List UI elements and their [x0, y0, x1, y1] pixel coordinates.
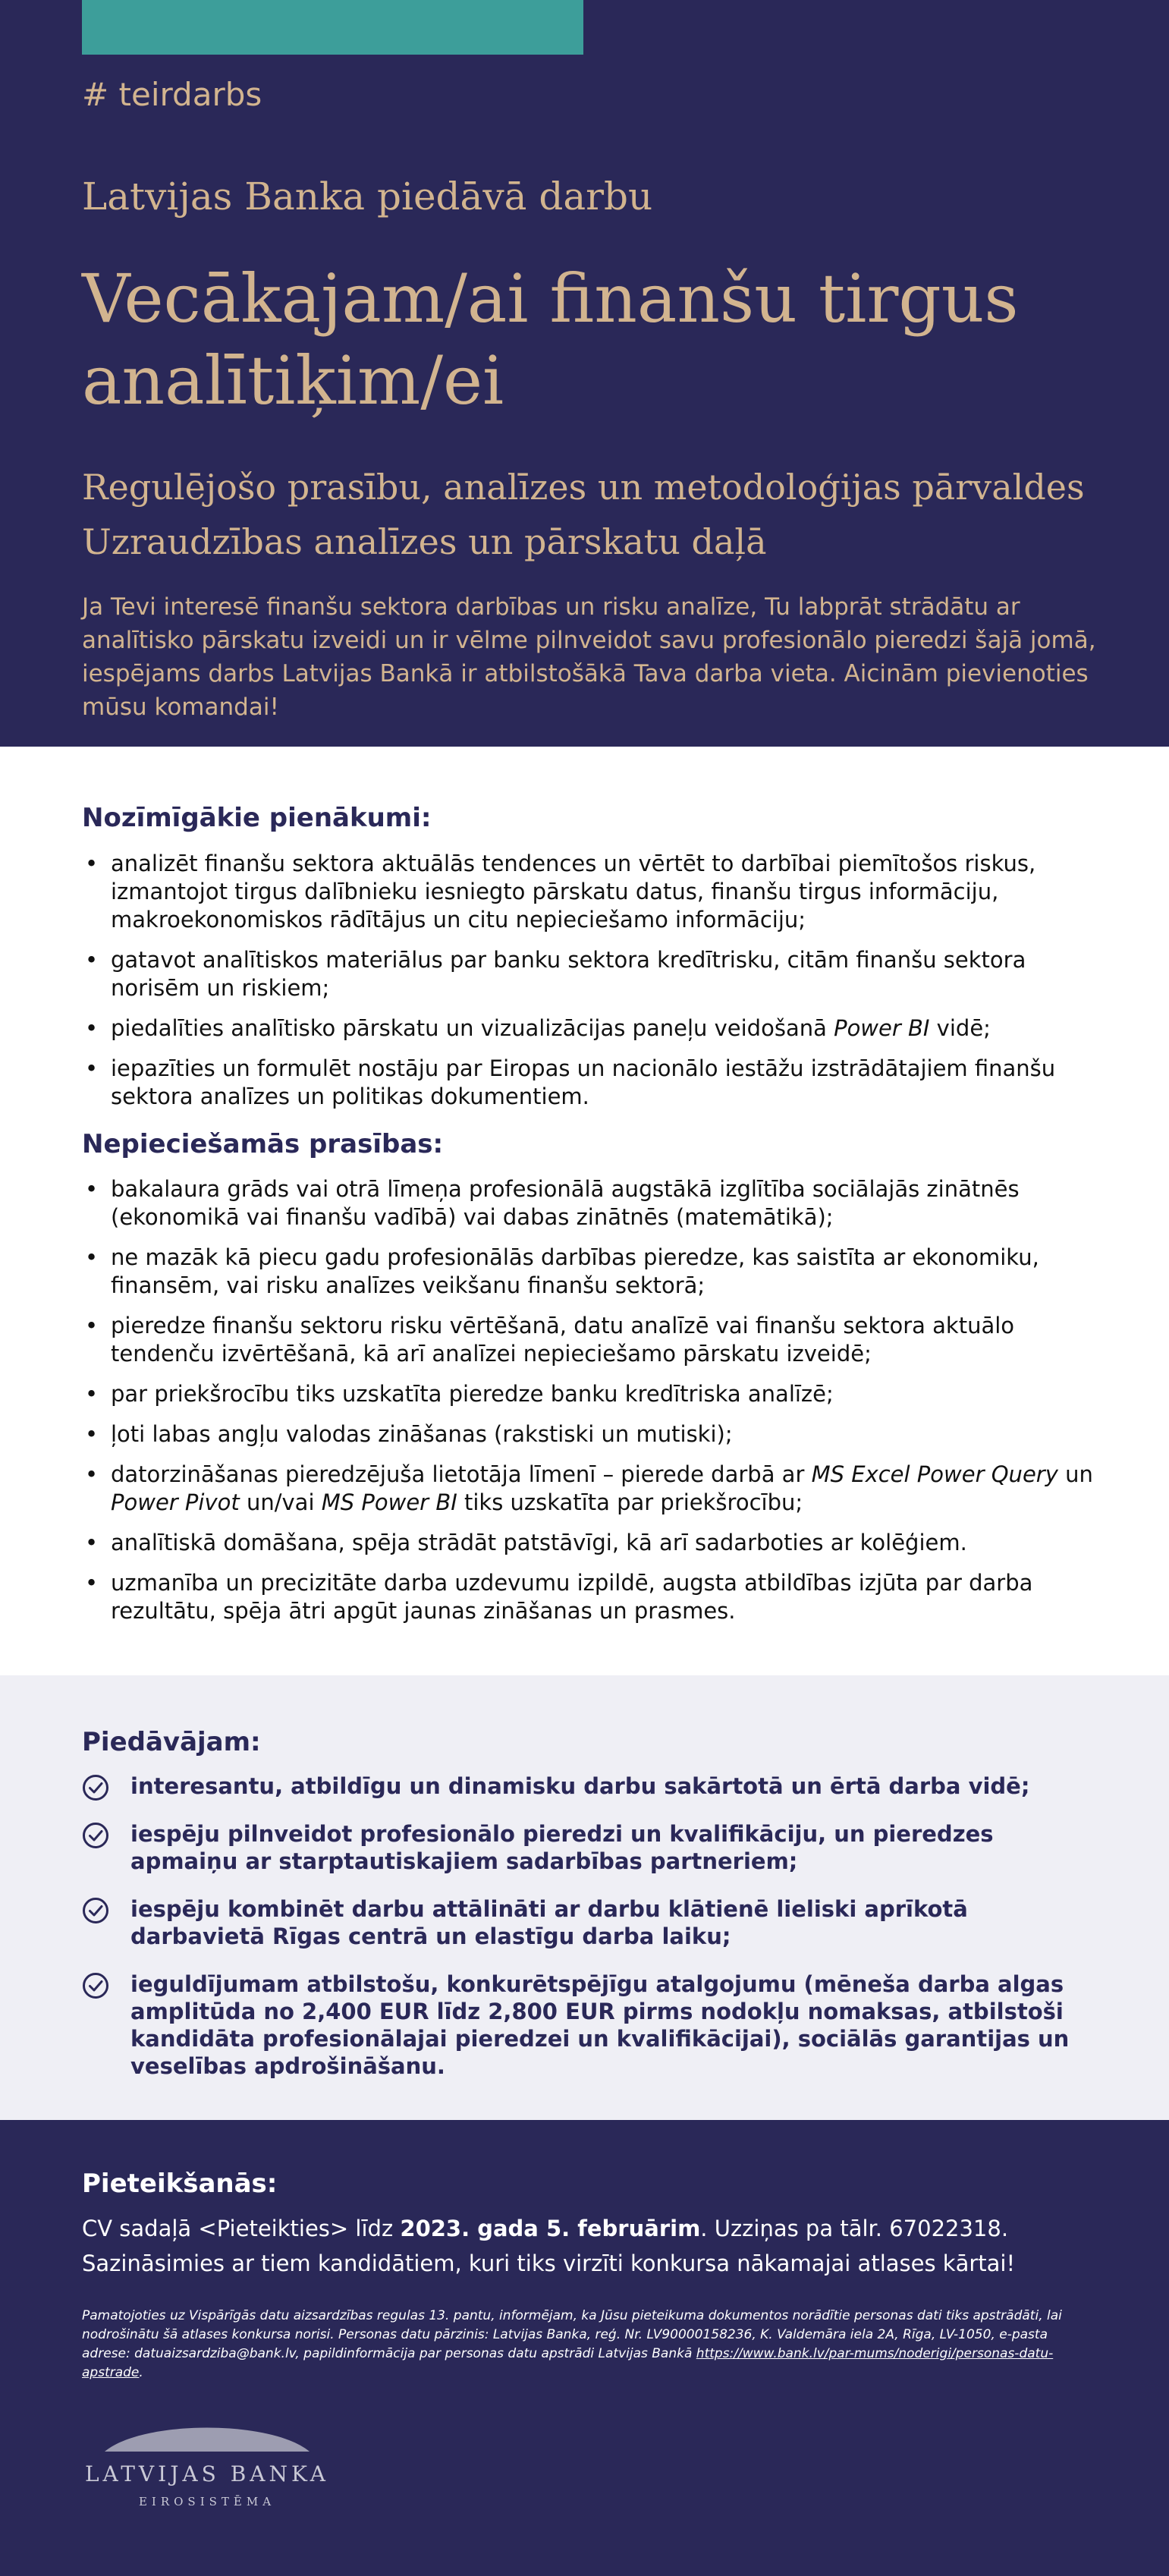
item-italic: MS Excel Power Query	[811, 1461, 1058, 1487]
offer-item	[82, 1971, 1098, 2080]
item-italic: Power BI	[834, 1015, 930, 1041]
check-circle-icon	[82, 1774, 109, 1801]
offer-item	[82, 1772, 1098, 1800]
legal-notice	[82, 2307, 1076, 2383]
list-item: • pieredze finanšu sektoru risku vērtēšanā, datu analīzē vai finanšu sektora aktuālo tendenču izvērtēšanā, kā arī analīzei nepieciešamo pārskatu izveidē;	[82, 1312, 1098, 1368]
offer-item-text: interesantu, atbildīgu un dinamisku darbu sakārtotā un ērtā darba vidē;	[130, 1773, 1030, 1799]
offer-item-text: iespēju kombinēt darbu attālināti ar darbu klātienē lieliski aprīkotā darbavietā Rīgas centrā un elastīgu darba laiku;	[130, 1896, 968, 1949]
logo-name: LATVIJAS BANKA	[84, 2461, 330, 2486]
accent-bar	[82, 0, 583, 55]
apply-line-1-end: . Uzziņas pa tālr. 67022318.	[700, 2216, 1009, 2241]
offer-heading: Piedāvājam:	[82, 1727, 261, 1757]
list-item: • analizēt finanšu sektora aktuālās tendences un vērtēt to darbībai piemītošos riskus, izmantojot tirgus dalībnieku iesniegto pārskatu datus, finanšu tirgus informāciju, makroekonomiskos rādītājus un citu nepieciešamo informāciju;	[82, 850, 1098, 934]
list-item	[82, 1461, 1098, 1517]
logo-subtitle: EIROSISTĒMA	[138, 2495, 276, 2508]
list-item: • uzmanība un precizitāte darba uzdevumu izpildē, augsta atbildības izjūta par darba rezultātu, spēja ātri apgūt jaunas zināšanas un prasmes.	[82, 1569, 1098, 1625]
requirements-list	[82, 1175, 1098, 1637]
job-title: Vecākajam/ai finanšu tirgus analītiķim/ei	[82, 259, 1019, 420]
apply-line-1	[82, 2211, 1114, 2246]
offer-item-text: iespēju pilnveidot profesionālo pieredzi un kvalifikāciju, un pieredzes apmaiņu ar starptautiskajiem sadarbības partneriem;	[130, 1821, 994, 1874]
list-item: • ļoti labas angļu valodas zināšanas (rakstiski un mutiski);	[82, 1420, 1098, 1448]
item-text-end: vidē;	[929, 1015, 991, 1041]
duties-heading: Nozīmīgākie pienākumi:	[82, 803, 432, 833]
department-line-2: Uzraudzības analīzes un pārskatu daļā	[82, 521, 767, 562]
item-italic: MS Power BI	[321, 1489, 457, 1515]
offer-item-text: ieguldījumam atbilstošu, konkurētspējīgu atalgojumu (mēneša darba algas amplitūda no 2,400 EUR līdz 2,800 EUR pirms nodokļu nomaksas, atbilstoši kandidāta profesionālajai pieredzei un kvalifikācijai), sociālās garantijas un veselības apdrošināšanu.	[130, 1971, 1070, 2079]
list-item: • bakalaura grāds vai otrā līmeņa profesionālā augstākā izglītība sociālajās zinātnēs (ekonomikā vai finanšu vadībā) vai dabas zinātnēs (matemātikā);	[82, 1175, 1098, 1231]
privacy-link[interactable]: https://www.bank.lv/par-mums/noderigi/personas-datu-apstrade	[82, 2346, 1054, 2380]
intro-text: Ja Tevi interesē finanšu sektora darbības un risku analīze, Tu labprāt strādātu ar analītisko pārskatu izveidi un ir vēlme pilnveidot savu profesionālo pieredzi šajā jomā, iespējams darbs Latvijas Bankā ir atbilstošākā Tava darba vieta. Aicinām pievienoties mūsu komandai!	[82, 593, 1096, 721]
check-circle-icon	[82, 1972, 109, 1999]
apply-line-1-start: CV sadaļā <Pieteikties> līdz	[82, 2216, 401, 2241]
offer-subtitle: Latvijas Banka piedāvā darbu	[82, 175, 653, 219]
item-italic: Power Pivot	[111, 1489, 240, 1515]
check-circle-icon	[82, 1897, 109, 1924]
department	[82, 460, 1114, 569]
apply-heading: Pieteikšanās:	[82, 2169, 278, 2199]
list-item: • ne mazāk kā piecu gadu profesionālās darbības pieredze, kas saistīta ar ekonomiku, finansēm, vai risku analīzes veikšanu finanšu sektorā;	[82, 1244, 1098, 1300]
list-item: • gatavot analītiskos materiālus par banku sektora kredītrisku, citām finanšu sektora norisēm un riskiem;	[82, 946, 1098, 1002]
legal-text: Pamatojoties uz Vispārīgās datu aizsardzības regulas 13. pantu, informējam, ka Jūsu pieteikuma dokumentos norādītie personas dati tiks apstrādāti, lai nodrošinātu šā atlases konkursa norisi. Personas datu pārzinis: Latvijas Banka, reģ. Nr. LV90000158236, K. Valdemāra iela 2A, Rīga, LV-1050, e-pasta adrese: datuaizsardziba@bank.lv, papildinformācija par personas datu apstrādi Latvijas Bankā	[82, 2308, 1062, 2361]
item-text: piedalīties analītisko pārskatu un vizualizācijas paneļu veidošanā	[111, 1015, 834, 1041]
apply-line-2: Sazināsimies ar tiem kandidātiem, kuri tiks virzīti konkursa nākamajai atlases kārtai!	[82, 2250, 1016, 2276]
requirements-heading: Nepieciešamās prasības:	[82, 1129, 444, 1159]
department-line-1: Regulējošo prasību, analīzes un metodoloģijas pārvaldes	[82, 467, 1085, 508]
legal-text-end: .	[139, 2365, 143, 2380]
list-item: • par priekšrocību tiks uzskatīta pieredze banku kredītriska analīzē;	[82, 1380, 1098, 1408]
item-text: datorzināšanas pieredzējuša lietotāja līmenī – pierede darbā ar	[111, 1461, 812, 1487]
offer-item	[82, 1820, 1098, 1875]
offer-list	[82, 1772, 1098, 2100]
list-item	[82, 1014, 1098, 1043]
duties-list	[82, 850, 1098, 1123]
item-text: un/vai	[239, 1489, 322, 1515]
item-text: tiks uzskatīta par priekšrocību;	[457, 1489, 803, 1515]
offer-item	[82, 1895, 1098, 1950]
check-circle-icon	[82, 1822, 109, 1849]
list-item: • analītiskā domāšana, spēja strādāt patstāvīgi, kā arī sadarboties ar kolēģiem.	[82, 1529, 1098, 1557]
hashtag: # teirdarbs	[82, 76, 262, 113]
item-text: un	[1057, 1461, 1093, 1487]
apply-text	[82, 2211, 1114, 2281]
apply-deadline: 2023. gada 5. februārim	[400, 2216, 701, 2241]
list-item: • iepazīties un formulēt nostāju par Eiropas un nacionālo iestāžu izstrādātajiem finanšu sektora analīzes un politikas dokumentiem.	[82, 1055, 1098, 1111]
